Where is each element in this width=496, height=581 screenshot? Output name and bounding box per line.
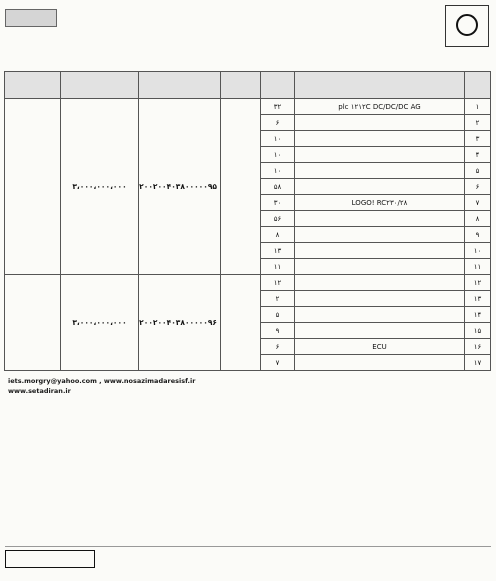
item-name: plc ۱۲۱۲C DC/DC/DC AG	[295, 99, 465, 115]
item-count: ۲	[261, 291, 295, 307]
row-number: ۱۰	[465, 243, 491, 259]
col-header-stage	[5, 72, 61, 99]
item-name	[295, 323, 465, 339]
item-count: ۱۳	[261, 243, 295, 259]
item-name: LOGO! RC۲۳۰/۲۸	[295, 195, 465, 211]
row-number: ۱۳	[465, 291, 491, 307]
item-name	[295, 243, 465, 259]
notice-footer	[5, 546, 491, 571]
row-number: ۷	[465, 195, 491, 211]
contact-email-link[interactable]: iets.morgry@yahoo.com , www.nosazimadaresisf.ir	[8, 377, 196, 385]
item-count: ۸	[261, 227, 295, 243]
organization-logo	[445, 5, 489, 47]
item-name	[295, 115, 465, 131]
notice-code	[5, 550, 95, 568]
item-count: ۵	[261, 307, 295, 323]
item-count: ۳۰	[261, 195, 295, 211]
row-number: ۲	[465, 115, 491, 131]
row-number: ۸	[465, 211, 491, 227]
item-name	[295, 355, 465, 371]
row-number: ۶	[465, 179, 491, 195]
col-header-guarantee-amount	[61, 72, 139, 99]
item-name	[295, 131, 465, 147]
row-number: ۱۲	[465, 275, 491, 291]
guarantee-type-group-1	[221, 99, 261, 275]
guarantee-amount-group-1: ۳،۰۰۰،۰۰۰،۰۰۰	[61, 99, 139, 275]
item-count: ۵۶	[261, 211, 295, 227]
row-number: ۱۱	[465, 259, 491, 275]
table-row	[5, 99, 491, 115]
intro-section	[5, 47, 491, 71]
col-header-count	[261, 72, 295, 99]
stage-group-1	[5, 99, 61, 275]
notes-left-column	[5, 375, 248, 541]
notes-right-column	[248, 375, 491, 541]
item-name	[295, 163, 465, 179]
item-count: ۷	[261, 355, 295, 371]
item-count: ۱۲	[261, 275, 295, 291]
row-number: ۵	[465, 163, 491, 179]
item-count: ۱۰	[261, 163, 295, 179]
table-row	[5, 275, 491, 291]
row-number: ۱۷	[465, 355, 491, 371]
item-count: ۶	[261, 115, 295, 131]
stage-group-2	[5, 275, 61, 371]
item-name	[295, 275, 465, 291]
notice-header	[5, 5, 491, 47]
row-number: ۴	[465, 147, 491, 163]
items-table	[4, 71, 491, 371]
col-header-setad-number	[139, 72, 221, 99]
table-header-row	[5, 72, 491, 99]
row-number: ۱۶	[465, 339, 491, 355]
item-count: ۱۰	[261, 147, 295, 163]
round-badge	[5, 9, 57, 27]
guarantee-type-group-2	[221, 275, 261, 371]
row-number: ۱۵	[465, 323, 491, 339]
item-name	[295, 307, 465, 323]
item-name	[295, 179, 465, 195]
setad-website-link[interactable]: www.setadiran.ir	[8, 387, 71, 395]
row-number: ۳	[465, 131, 491, 147]
row-number: ۹	[465, 227, 491, 243]
setad-number-group-1: ۲۰۰۲۰۰۴۰۳۸۰۰۰۰۰۹۵	[139, 99, 221, 275]
guarantee-amount-group-2: ۳،۰۰۰،۰۰۰،۰۰۰	[61, 275, 139, 371]
item-name	[295, 147, 465, 163]
item-count: ۳۲	[261, 99, 295, 115]
item-name: ECU	[295, 339, 465, 355]
col-header-guarantee-type	[221, 72, 261, 99]
item-name	[295, 291, 465, 307]
emblem-icon	[456, 14, 478, 36]
tender-notice	[5, 5, 491, 571]
notes-section	[5, 375, 491, 541]
item-name	[295, 259, 465, 275]
item-count: ۱۱	[261, 259, 295, 275]
item-name	[295, 227, 465, 243]
item-count: ۱۰	[261, 131, 295, 147]
setad-number-group-2: ۲۰۰۲۰۰۴۰۳۸۰۰۰۰۰۹۶	[139, 275, 221, 371]
row-number: ۱۴	[465, 307, 491, 323]
col-header-item	[295, 72, 465, 99]
item-count: ۵۸	[261, 179, 295, 195]
col-header-row	[465, 72, 491, 99]
item-count: ۶	[261, 339, 295, 355]
item-count: ۹	[261, 323, 295, 339]
row-number: ۱	[465, 99, 491, 115]
item-name	[295, 211, 465, 227]
